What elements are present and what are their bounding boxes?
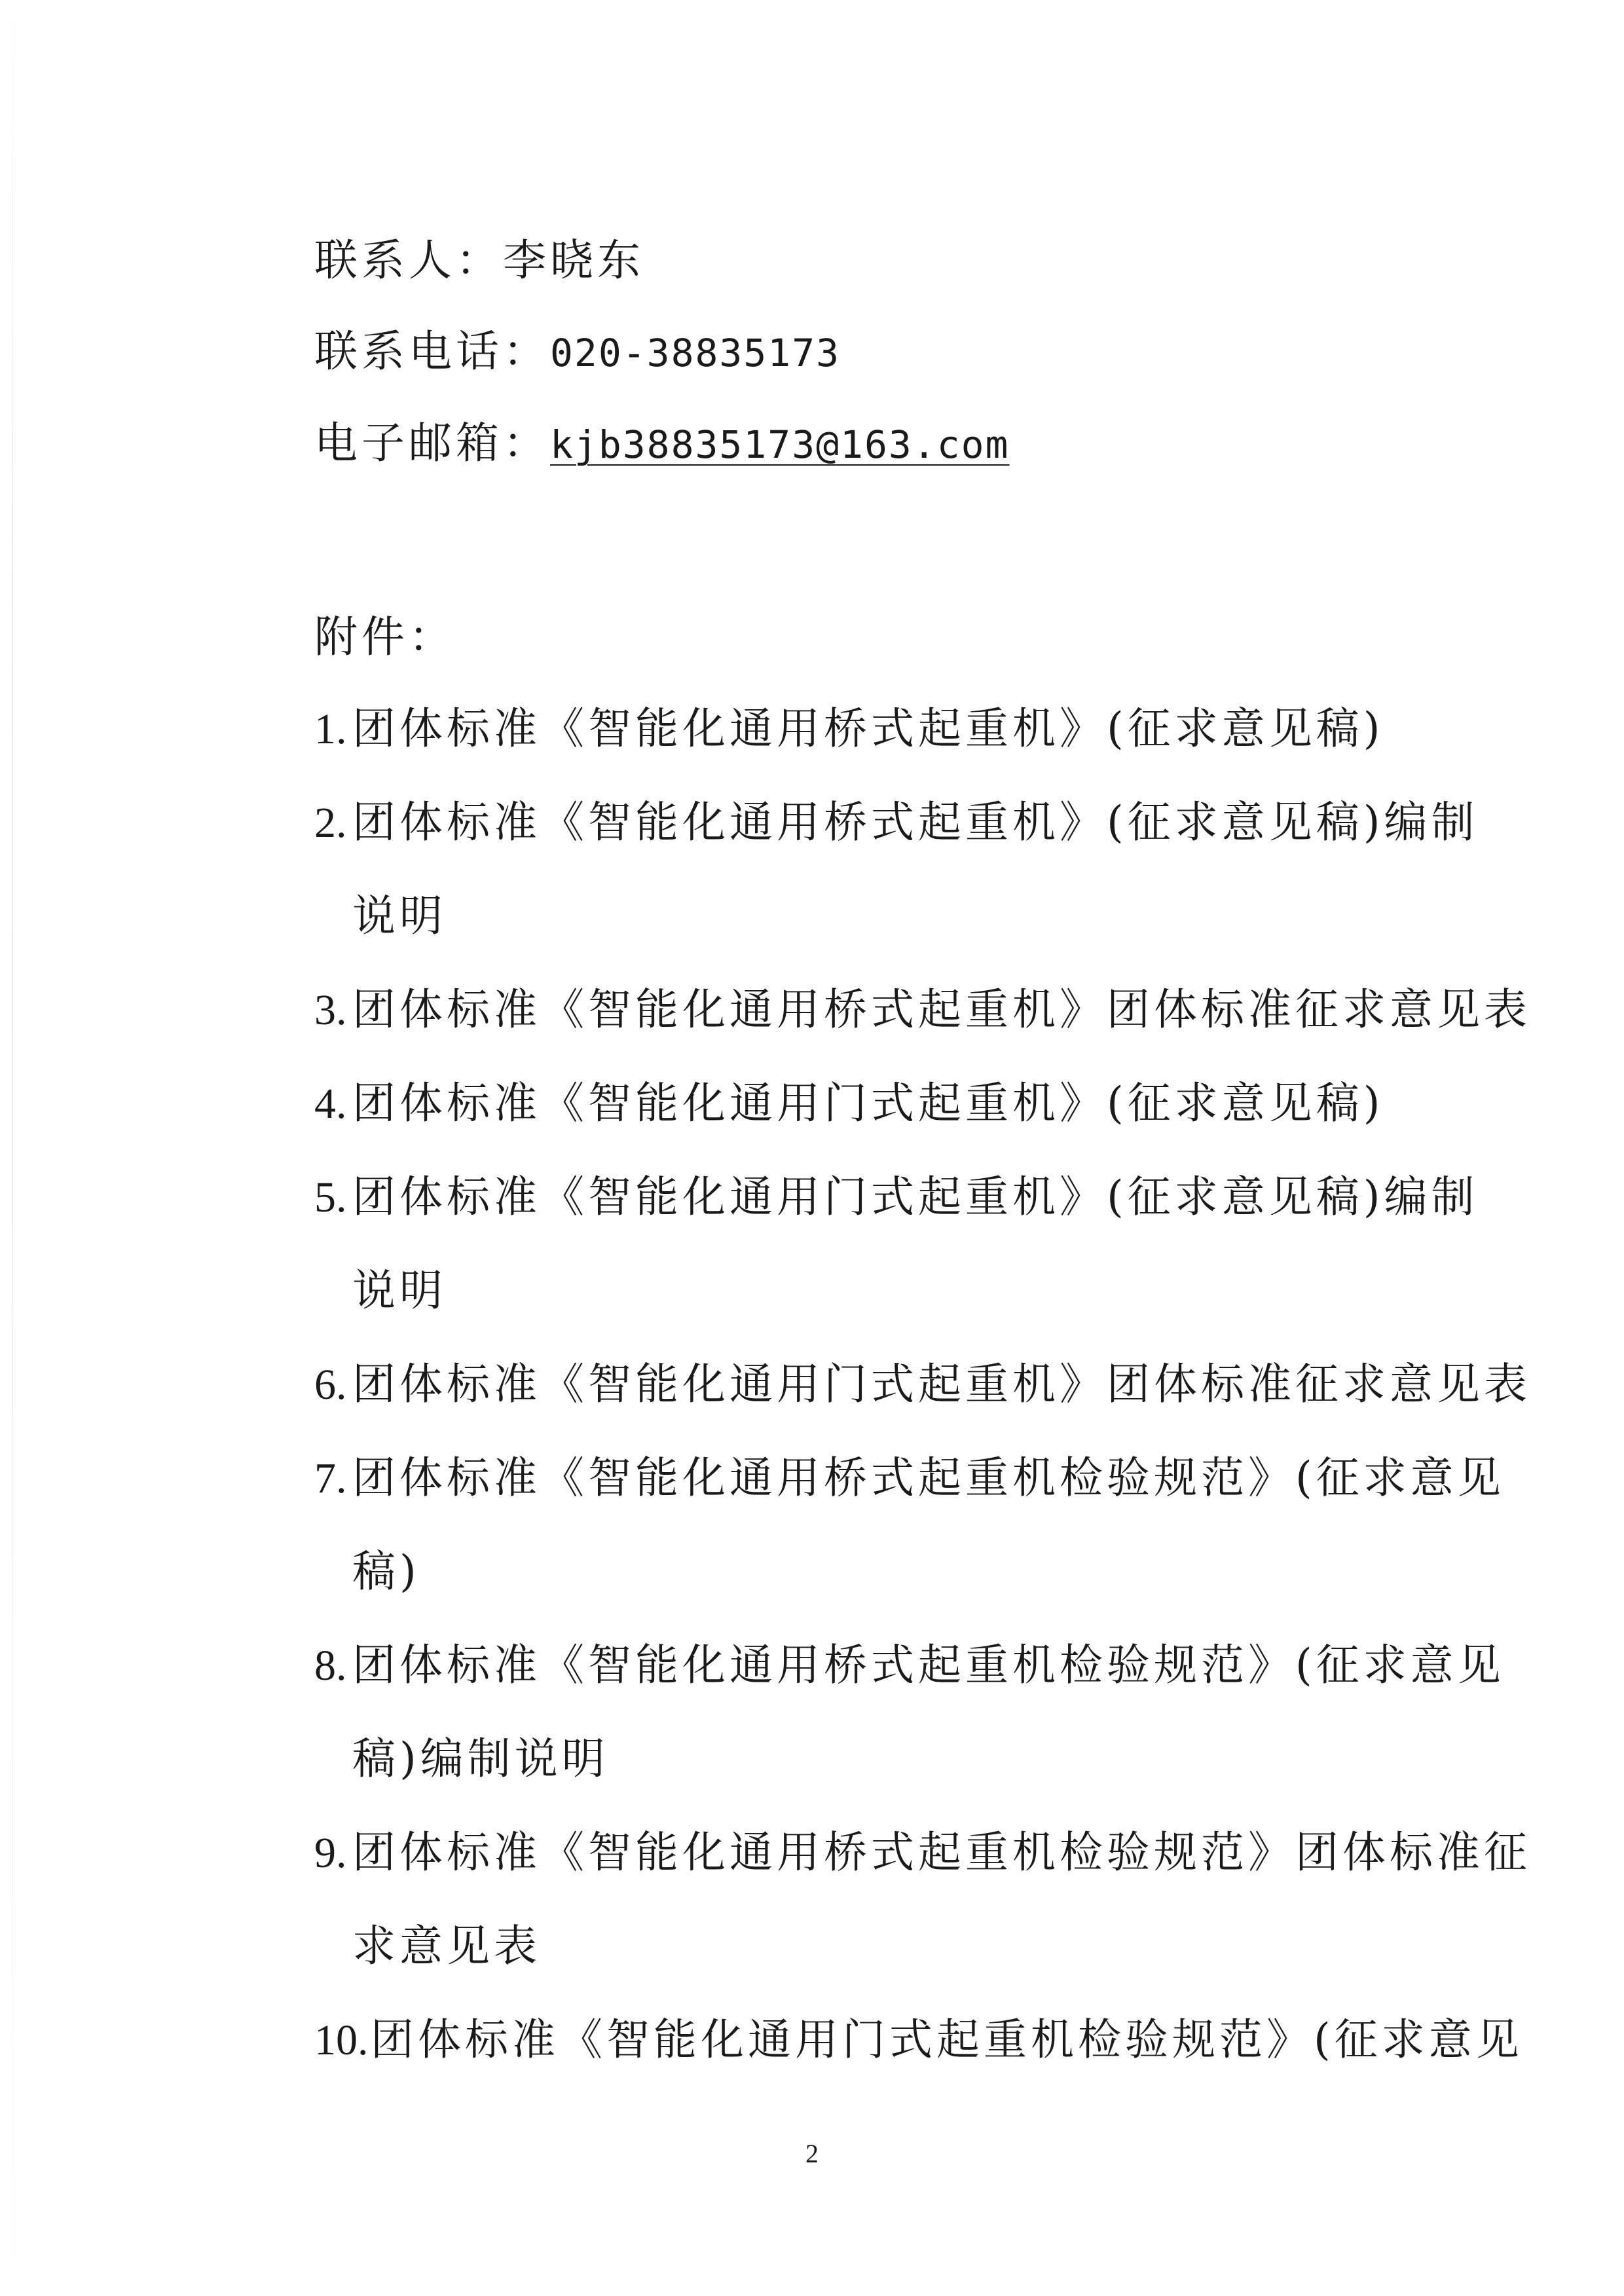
attachment-title: 团体标准《智能化通用门式起重机》团体标准征求意见表 — [352, 1359, 1531, 1409]
attachment-title-continuation: 稿) — [352, 1546, 420, 1597]
attachment-item — [314, 1358, 1531, 1411]
attachment-number: 2. — [314, 799, 347, 847]
attachment-item — [314, 984, 1531, 1037]
attachment-number: 7. — [314, 1454, 347, 1502]
scan-edge-mark — [12, 0, 13, 2296]
attachment-item — [314, 2014, 1523, 2067]
attachment-item — [314, 1826, 1531, 1879]
attachment-title-continuation: 稿)编制说明 — [352, 1733, 609, 1784]
attachment-title: 团体标准《智能化通用桥式起重机检验规范》(征求意见 — [352, 1453, 1505, 1503]
attachment-item — [314, 796, 1479, 849]
attachment-number: 9. — [314, 1829, 347, 1877]
contact-person-label: 联系人： — [314, 235, 503, 286]
attachment-item — [314, 1639, 1505, 1692]
attachment-title: 团体标准《智能化通用桥式起重机》(征求意见稿)编制 — [352, 797, 1479, 847]
contact-phone-label: 联系电话： — [314, 326, 550, 377]
attachment-number: 10. — [314, 2016, 369, 2064]
attachment-title: 团体标准《智能化通用桥式起重机检验规范》(征求意见 — [352, 1640, 1505, 1690]
attachment-number: 5. — [314, 1174, 347, 1221]
attachment-number: 3. — [314, 986, 347, 1034]
attachment-item — [314, 1452, 1505, 1505]
contact-phone-value: 020-38835173 — [550, 331, 841, 375]
contact-email-link[interactable]: kjb38835173@163.com — [550, 422, 1010, 467]
contact-phone-line — [314, 325, 840, 379]
attachment-title: 团体标准《智能化通用桥式起重机》团体标准征求意见表 — [352, 984, 1531, 1035]
contact-person-line — [314, 234, 644, 287]
contact-email-line — [314, 417, 1009, 471]
attachments-heading: 附件： — [314, 612, 456, 662]
attachment-number: 1. — [314, 705, 347, 753]
attachment-item — [314, 1171, 1479, 1224]
attachment-number: 6. — [314, 1361, 347, 1409]
attachment-item — [314, 1077, 1384, 1130]
contact-person-value: 李晓东 — [503, 235, 644, 286]
attachment-item — [314, 703, 1384, 756]
page-number: 2 — [805, 2139, 819, 2168]
attachment-number: 4. — [314, 1080, 347, 1128]
attachment-title: 团体标准《智能化通用桥式起重机检验规范》团体标准征 — [352, 1827, 1531, 1878]
attachment-title: 团体标准《智能化通用桥式起重机》(征求意见稿) — [352, 703, 1384, 754]
attachment-title: 团体标准《智能化通用门式起重机》(征求意见稿) — [352, 1078, 1384, 1128]
attachment-title-continuation: 求意见表 — [352, 1921, 541, 1971]
attachment-title-continuation: 说明 — [352, 891, 447, 941]
attachment-title: 团体标准《智能化通用门式起重机》(征求意见稿)编制 — [352, 1172, 1479, 1222]
attachment-title-continuation: 说明 — [352, 1265, 447, 1316]
attachment-number: 8. — [314, 1642, 347, 1690]
attachment-title: 团体标准《智能化通用门式起重机检验规范》(征求意见 — [371, 2014, 1523, 2065]
contact-email-label: 电子邮箱： — [314, 418, 550, 468]
